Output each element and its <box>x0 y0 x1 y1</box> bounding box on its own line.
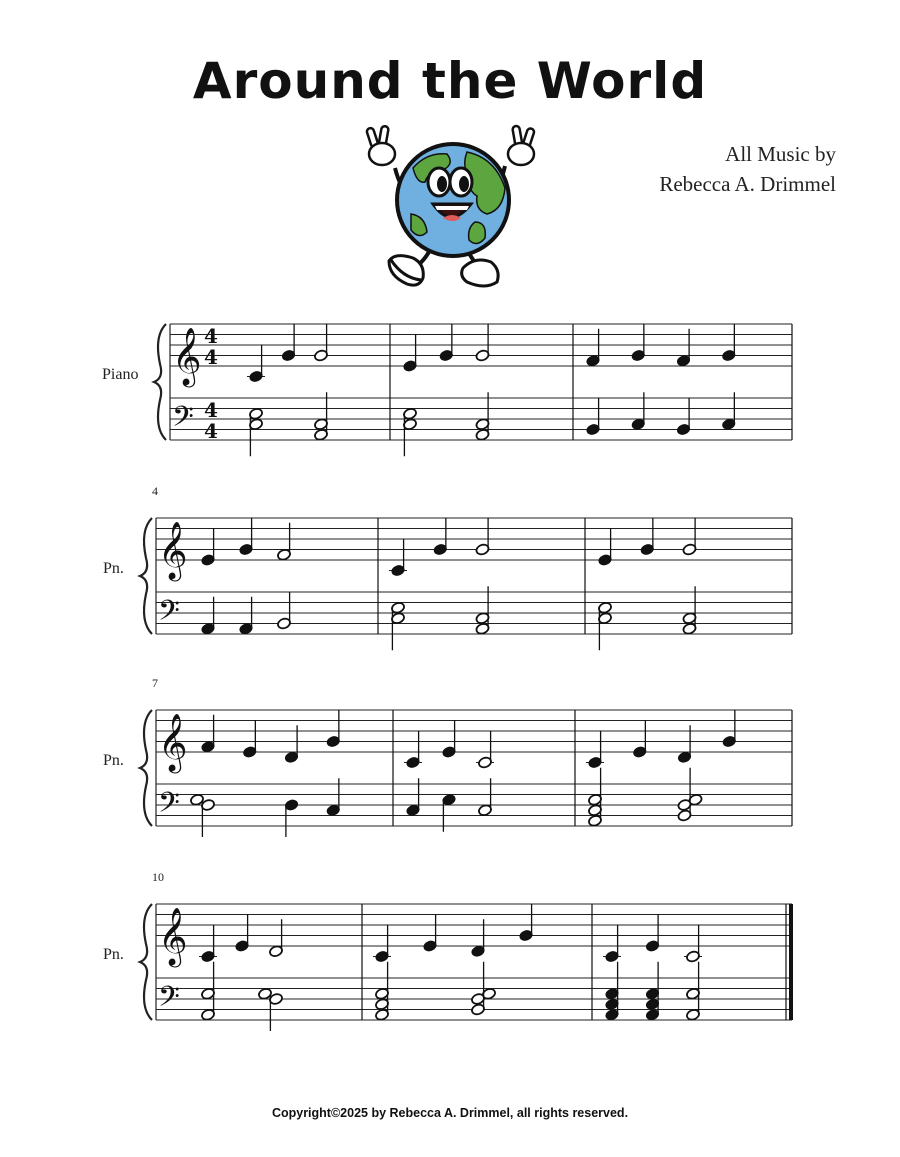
quarter-note <box>284 799 299 837</box>
brace <box>154 324 166 440</box>
grand-staff <box>0 698 900 878</box>
quarter-note <box>373 925 391 963</box>
treble-clef-icon: 𝄞 <box>172 327 202 385</box>
quarter-note <box>242 720 257 758</box>
quarter-note <box>423 914 438 952</box>
quarter-note <box>442 720 457 758</box>
treble-clef-icon: 𝄞 <box>158 713 188 771</box>
quarter-note <box>281 324 296 362</box>
staff-system <box>0 870 900 1072</box>
quarter-note <box>603 925 621 963</box>
grand-staff <box>0 312 900 492</box>
half-note <box>314 392 329 441</box>
quarter-note <box>631 324 646 362</box>
half-note <box>249 407 264 456</box>
instrument-label: Piano <box>102 366 139 383</box>
quarter-note <box>640 518 655 556</box>
half-note <box>476 731 494 769</box>
time-signature-denominator: 4 <box>204 419 218 443</box>
half-note <box>475 518 490 556</box>
quarter-note <box>586 731 604 769</box>
measure-number: 4 <box>152 484 158 498</box>
time-signature-denominator: 4 <box>204 345 218 369</box>
half-note <box>277 592 292 630</box>
instrument-label: Pn. <box>103 946 124 963</box>
half-note <box>682 586 697 635</box>
page-title: Around the World <box>192 52 708 110</box>
half-note <box>403 407 418 456</box>
quarter-note <box>201 528 216 566</box>
composer-credit-label: All Music by <box>725 142 836 166</box>
half-note <box>684 925 702 963</box>
quarter-note <box>199 925 217 963</box>
half-note <box>588 768 603 827</box>
half-note <box>686 962 701 1021</box>
time-signature-numerator: 4 <box>204 324 218 348</box>
composer-name: Rebecca A. Drimmel <box>659 172 836 196</box>
quarter-note <box>676 398 691 436</box>
quarter-note <box>645 914 660 952</box>
bass-clef-icon: 𝄢 <box>158 786 180 827</box>
quarter-note <box>519 904 534 942</box>
quarter-note <box>605 962 620 1021</box>
staff-system <box>0 676 900 878</box>
half-note <box>475 586 490 635</box>
quarter-note <box>439 324 454 362</box>
quarter-note <box>235 914 250 952</box>
quarter-note <box>404 731 422 769</box>
half-note <box>598 601 613 650</box>
half-note <box>201 962 216 1021</box>
quarter-note <box>598 528 613 566</box>
bass-clef-icon: 𝄢 <box>172 400 194 441</box>
brace <box>140 710 152 826</box>
staff-system <box>0 484 900 686</box>
bass-clef-icon: 𝄢 <box>158 980 180 1021</box>
treble-clef-icon: 𝄞 <box>158 907 188 965</box>
quarter-note <box>632 720 647 758</box>
half-note <box>475 324 490 362</box>
copyright-notice: Copyright©2025 by Rebecca A. Drimmel, all rights reserved. <box>271 1106 629 1120</box>
quarter-note <box>239 518 254 556</box>
brace <box>140 904 152 1020</box>
measure-number: 7 <box>152 676 158 690</box>
measure-number: 10 <box>152 870 164 884</box>
instrument-label: Pn. <box>103 560 124 577</box>
half-note <box>314 324 329 362</box>
time-signature-numerator: 4 <box>204 398 218 422</box>
quarter-note <box>722 710 737 748</box>
half-note <box>682 518 697 556</box>
half-note <box>475 392 490 441</box>
half-note <box>375 962 390 1021</box>
quarter-note <box>433 518 448 556</box>
quarter-note <box>721 324 736 362</box>
quarter-note <box>247 345 265 383</box>
quarter-note <box>389 539 407 577</box>
smiling-globe-mascot-icon <box>355 118 545 298</box>
quarter-note <box>403 334 418 372</box>
quarter-note <box>326 710 341 748</box>
final-bar-line <box>789 904 793 1020</box>
instrument-label: Pn. <box>103 752 124 769</box>
bass-clef-icon: 𝄢 <box>158 594 180 635</box>
staff-system <box>0 312 900 492</box>
quarter-note <box>645 962 660 1021</box>
half-note <box>391 601 406 650</box>
grand-staff <box>0 506 900 686</box>
grand-staff <box>0 892 900 1072</box>
treble-clef-icon: 𝄞 <box>158 521 188 579</box>
brace <box>140 518 152 634</box>
quarter-note <box>586 398 601 436</box>
